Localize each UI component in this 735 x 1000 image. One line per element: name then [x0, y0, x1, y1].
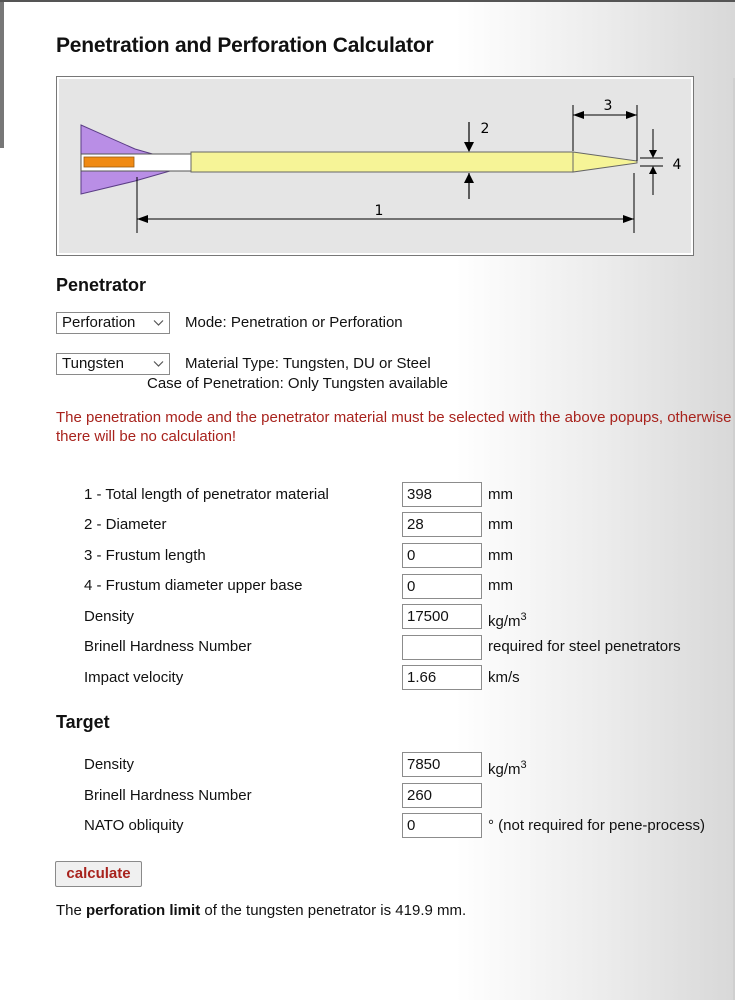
length-input[interactable]: 398: [402, 482, 482, 507]
penetrator-brinell-note: required for steel penetrators: [488, 638, 681, 655]
target-density-unit-base: kg/m: [488, 761, 521, 778]
field-label-diameter: 2 - Diameter: [84, 516, 167, 533]
result-suffix: of the tungsten penetrator is 419.9 mm.: [200, 902, 467, 919]
diameter-input[interactable]: 28: [402, 512, 482, 537]
dim-label-4: 4: [672, 157, 682, 173]
mode-select-value: Perforation: [62, 314, 136, 331]
result-prefix: The: [56, 902, 87, 919]
velocity-input[interactable]: 1.66: [402, 665, 482, 690]
mode-select[interactable]: [56, 312, 170, 334]
length-unit: mm: [488, 486, 513, 503]
field-label-brinell: Brinell Hardness Number: [84, 638, 252, 655]
penetrator-rod: [191, 152, 573, 172]
top-border: [0, 0, 735, 2]
penetrator-brinell-input[interactable]: [402, 635, 482, 660]
obliquity-input[interactable]: 0: [402, 813, 482, 838]
penetrator-heading: Penetrator: [56, 275, 147, 295]
frustum-diameter-unit: mm: [488, 577, 513, 594]
frustum-diameter-input[interactable]: 0: [402, 574, 482, 599]
result-emphasis: perforation limit: [86, 902, 201, 919]
dim-label-3: 3: [603, 98, 613, 114]
frustum-shape: [573, 152, 637, 172]
left-edge: [0, 2, 4, 148]
calculate-button[interactable]: calculate: [55, 861, 142, 887]
field-label-length: 1 - Total length of penetrator material: [84, 486, 329, 503]
penetrator-density-input[interactable]: 17500: [402, 604, 482, 629]
field-label-target-density: Density: [84, 756, 135, 773]
field-label-density: Density: [84, 608, 135, 625]
velocity-unit: km/s: [488, 669, 520, 686]
chevron-down-icon: [153, 317, 164, 328]
target-density-unit-exponent: 3: [520, 759, 527, 771]
field-label-frustum-length: 3 - Frustum length: [84, 547, 206, 564]
obliquity-unit: ° (not required for pene-process): [488, 817, 705, 834]
field-label-velocity: Impact velocity: [84, 669, 184, 686]
material-select-value: Tungsten: [62, 355, 124, 372]
density-unit-base: kg/m: [488, 613, 521, 630]
field-label-frustum-diameter: 4 - Frustum diameter upper base: [84, 577, 303, 594]
penetrator-density-unit: [488, 608, 527, 631]
penetrator-diagram: [56, 76, 694, 256]
dim-label-2: 2: [480, 121, 490, 137]
material-select[interactable]: [56, 353, 170, 375]
diameter-unit: mm: [488, 516, 513, 533]
material-description: Material Type: Tungsten, DU or Steel: [185, 355, 431, 372]
frustum-length-unit: mm: [488, 547, 513, 564]
warning-message: The penetration mode and the penetrator material must be selected with the above popups, otherwise there will be no calculation!: [56, 409, 732, 445]
result-text: [56, 902, 466, 920]
tracer-core: [84, 157, 134, 167]
target-heading: Target: [56, 712, 110, 732]
material-note: Case of Penetration: Only Tungsten available: [147, 375, 449, 392]
target-density-unit: [488, 756, 527, 779]
mode-description: Mode: Penetration or Perforation: [185, 314, 403, 331]
frustum-length-input[interactable]: 0: [402, 543, 482, 568]
dim-label-1: 1: [374, 203, 384, 219]
chevron-down-icon: [153, 358, 164, 369]
target-density-input[interactable]: 7850: [402, 752, 482, 777]
page-title: Penetration and Perforation Calculator: [56, 34, 434, 57]
penetrator-drawing: [57, 77, 693, 255]
target-brinell-input[interactable]: 260: [402, 783, 482, 808]
density-unit-exponent: 3: [520, 611, 527, 623]
field-label-target-brinell: Brinell Hardness Number: [84, 787, 252, 804]
field-label-obliquity: NATO obliquity: [84, 817, 184, 834]
